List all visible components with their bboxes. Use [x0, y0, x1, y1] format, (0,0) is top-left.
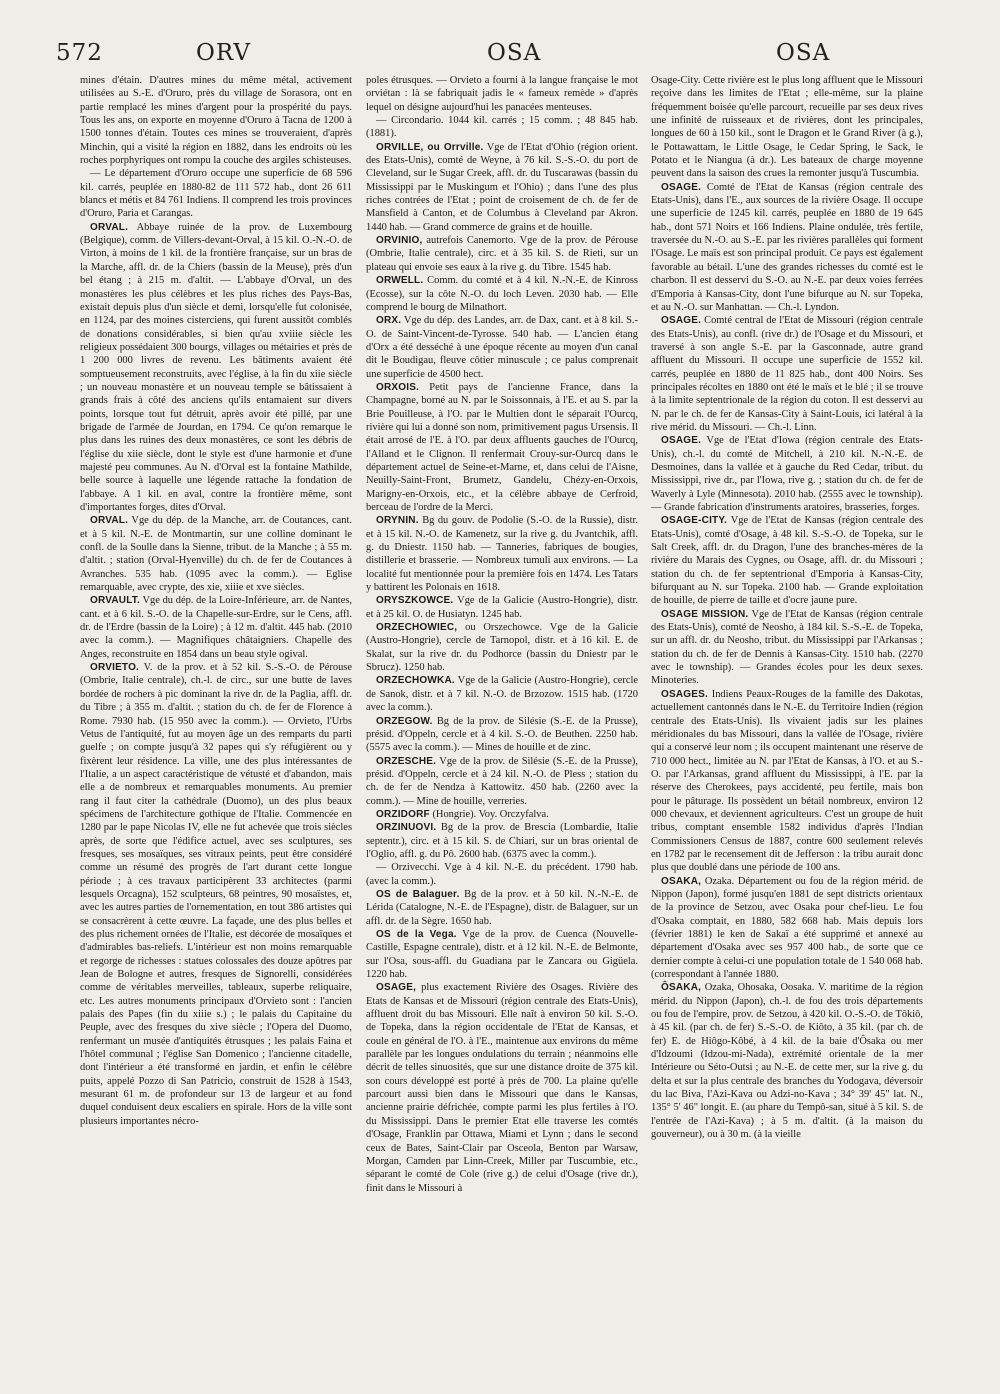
- entry-text: Comm. du comté et à 4 kil. N.-N.-E. de Kinross (Ecosse), sur la côte N.-O. du loch Leven. 2030 hab. — Elle comprend le bourg de Milnathort.: [366, 275, 638, 313]
- entry-text: — Orzivecchi. Vge à 4 kil. N.-E. du précédent. 1790 hab. (avec la comm.).: [366, 862, 638, 887]
- dictionary-entry: [651, 688, 923, 875]
- text-column-3: [651, 74, 923, 1379]
- dictionary-entry: [366, 981, 638, 1195]
- dictionary-entry: [366, 928, 638, 981]
- entry-text: Vge du dép. de la Manche, arr. de Coutances, cant. et à 5 kil. N.-E. de Montmartin, sur une colline dominant le confl. de la Soulle dans la Sienne, tribut. de la Manche ; à 55 m. d'altit. ; station (Orval-Hyenville) du ch. de fer de Coutances à Avranches. 535 hab. (1095 avec la comm.). — Eglise remarquable, avec crypte, des xie, xiiie et xve siècles.: [80, 515, 352, 594]
- entry-headword: OSAGE.: [661, 435, 702, 447]
- dictionary-entry: [366, 74, 638, 114]
- entry-headword: ORXOIS.: [376, 381, 420, 393]
- dictionary-entry: [651, 314, 923, 434]
- dictionary-entry: [366, 234, 638, 274]
- entry-headword: OSAGE.: [661, 315, 702, 327]
- entry-text: Vge de l'Etat d'Ohio (région orient. des Etats-Unis), comté de Weyne, à 76 kil. S.-S.-O. du port de Cleveland, sur le Sugar Creek, affl. dr. du Tuscarawas (bassin du Mississippi par le Muskingum et l'Ohio) ; dans l'une des plus riches contrées de l'Etat ; point de croisement de ch. de fer de Mansfield à Canton, et de Columbus à Cleveland par Akron. 1440 hab. — Grand commerce de grains et de houille.: [366, 141, 638, 233]
- dictionary-entry: [80, 514, 352, 594]
- dictionary-entry: [366, 114, 638, 141]
- entry-text: Abbaye ruinée de la prov. de Luxembourg (Belgique), comm. de Villers-devant-Orval, à 15 kil. O.-N.-O. de Virton, à moins de 1 kil. de la frontière française, sur un bras de la Marche, affl. dr. de la Chiers (bassin de la Meuse), près d'un bel étang ; à 215 m. d'altit. — L'abbaye d'Orval, un des monastères les plus célèbres et les plus riches des Pays-Bas, existait depuis plus d'un siècle et demi, lorsqu'elle fut colonisée, en 1124, par des moines cisterciens, qui furent aussitôt comblés de donations considérables, si bien qu'au xviiie siècle les religieux possédaient 300 bourgs, villages ou métairies et près de 1 200 000 livres de revenu. Les bâtiments avaient été somptueusement reconstruits, avec l'église, à la fin du xiie siècle ; un nouveau monastère et un nouveau temple se bâtissaient à grands frais à côté des anciens qu'ils entamaient sur divers points, lorsque tout fut détruit, après avoir été pillé, par une brigade de l'armée de Jourdan, en 1794. Ce qu'on remarque le plus dans les ruines des deux monastères, ce sont les débris de l'église du xiie siècle, dont le style est d'une harmonie et d'une majesté peu communes. Au N. d'Orval est la fontaine Mathilde, belle source à laquelle une légende rattache la fondation de l'abbaye. A 1 kil. en aval, contre la frontière même, sont d'importantes forges, dites d'Orval.: [80, 221, 352, 513]
- dictionary-entry: [366, 594, 638, 621]
- entry-text: Vge du dép. des Landes, arr. de Dax, cant. et à 8 kil. S.-O. de Saint-Vincent-de-Tyrosse. 540 hab. — L'ancien étang d'Orx a été desséché à une époque récente au moyen d'un canal dit le Boudigau, fleuve côtier minuscule ; ce palus comprenait une superficie de 4500 hect.: [366, 315, 638, 380]
- entry-headword: ORVAL.: [90, 221, 129, 233]
- dictionary-entry: [651, 74, 923, 181]
- entry-text: poles étrusques. — Orvieto a fourni à la langue française le mot orviétan : là se fabriquait jadis le « fameux remède » d'après lequel on désigne aujourd'hui les panacées menteuses.: [366, 75, 638, 113]
- entry-text: Vge du dép. de la Loire-Inférieure, arr. de Nantes, cant. et à 6 kil. S.-O. de la Chapelle-sur-Erdre, sur le Cens, affl. dr. de l'Erdre (bassin de la Loire) ; à 12 m. d'altit. 445 hab. (2010 avec la comm.). — Magnifiques châtaigniers. Chapelle des Anges, reconstruite en 1854 dans un beau style ogival.: [80, 595, 352, 660]
- entry-text: plus exactement Rivière des Osages. Rivière des Etats de Kansas et de Missouri (région centrale des Etats-Unis), affluent droit du bas Missouri. Elle naît à environ 50 kil. S.-O. de Topeka, dans la région occidentale de l'Etat de Kansas, et coule en général de l'O. à l'E., maintenue aux environs du même parallèle par les longues ondulations du terrain ; néanmoins elle décrit de telles sinuosités, que sur une distance droite de 375 kil. son cours développé est porté à près de 700. La plaine qu'elle parcourt aussi bien dans le Missouri que dans le Kansas, ancienne prairie défrichée, compte parmi les plus fertiles à l'O. du Mississippi. Dans le premier Etat elle traverse les comtés d'Osage, Franklin par Ottawa, Miami et Lynn ; dans le second ceux de Bates, Saint-Clair par Osceola, Benton par Warsaw, Morgan, Camden par Linn-Creek, Miller par Tuscumbie, etc., séparant le comté de Cole (rive g.) de celui d'Osage (rive dr.), finit dans le Missouri à: [366, 982, 638, 1194]
- entry-text: autrefois Canemorto. Vge de la prov. de Pérouse (Ombrie, Italie centrale), circ. et à 35 kil. S. de Rieti, sur un plateau qui envoie ses eaux à la rive g. du Tibre. 1545 hab.: [366, 235, 638, 273]
- entry-text: Comté de l'Etat de Kansas (région centrale des Etats-Unis), dans l'E., aux sources de la rivière Osage. Il occupe une superficie de 1245 kil. carrés, peuplée en 1880 de 19 645 hab., dont 571 Noirs et 166 Indiens. Plaine ondulée, très fertile, traversée du N.-O. au S.-E. par les rivières parallèles qui forment l'Osage. Le maïs est son principal produit. Ce pays est également favorable au bétail. L'une des grandes richesses du comté est le charbon. Il est desservi du S.-O. au N.-E. par deux voies ferrées d'Emporia à Kansas-City, dont l'une bifurque au N. sur Topeka, et au N.-O. sur Manhattan. — Ch.-l. Lyndon.: [651, 181, 923, 313]
- entry-headword: OSAGES.: [661, 688, 708, 700]
- dictionary-entry: [366, 888, 638, 928]
- entry-text: Vge de la prov. de Silésie (S.-E. de la Prusse), présid. d'Oppeln, cercle et à 24 kil. N.-O. de Pless ; station du ch. de fer de Nendza à Kattowitz. 450 hab. (2260 avec la comm.). — Mine de houille, verreries.: [366, 755, 638, 807]
- entry-headword: ORZIDORF: [376, 808, 430, 820]
- entry-text: — Le département d'Oruro occupe une superficie de 68 596 kil. carrés, peuplée en 1880-82 de 111 572 hab., dont 26 611 blancs et métis et 84 761 Indiens. Il comprend les trois provinces d'Oruro, Paria et Carangas.: [80, 168, 352, 220]
- dictionary-entry: [366, 861, 638, 888]
- dictionary-entry: [366, 821, 638, 861]
- dictionary-entry: [651, 981, 923, 1141]
- entry-text: Indiens Peaux-Rouges de la famille des Dakotas, actuellement cantonnés dans le N.-E. du Territoire Indien (région centrale des Etats-Unis). Ils vivaient jadis sur les plaines méridionales du bas Missouri, dans la vallée de l'Osage, rivière qui a conservé leur nom ; ils occupent maintenant une réserve de 710 000 hect., limitée au N. par l'Etat de Kansas, à l'O. et au S.-O. par l'Arkansas, grand affluent du Mississippi, à l'E. par la réserve des Cherokees, pays accidenté, peu fertile, mais bon pour le pâturage. Ils possèdent un bétail nombreux, environ 12 000 chevaux, et deviennent agriculteurs. C'est un groupe de huit tribus, comptant ensemble 1582 individus d'après l'Indian Commissioners Census de 1887, contre 600 seulement relevés en 1782 par le recensement dit de Jefferson : la tribu aurait donc plus que doublé dans une période de 100 ans.: [651, 688, 923, 874]
- entry-headword: OSAGE.: [661, 181, 702, 193]
- entry-text: (Hongrie). Voy. Orczyfalva.: [432, 808, 549, 820]
- dictionary-entry: [366, 808, 638, 821]
- column-1-running-head: ORV: [196, 40, 251, 66]
- entry-headword: ORZECHOWKA.: [376, 675, 455, 687]
- dictionary-entry: [651, 608, 923, 688]
- entry-text: Vge de la Galicie (Austro-Hongrie), cercle de Sanok, distr. et à 7 kil. N.-O. de Brzozow. 1515 hab. (1720 avec la comm.).: [366, 675, 638, 714]
- entry-text: ou Orszechowce. Vge de la Galicie (Austro-Hongrie), cercle de Tarnopol, distr. et à 16 kil. E. de Skalat, sur la rive dr. du Podhorce (bassin du Dniestr par le Sbrucz). 1250 hab.: [366, 622, 638, 674]
- entry-text: Bg du gouv. de Podolie (S.-O. de la Russie), distr. et à 15 kil. N.-O. de Kamenetz, sur la rive g. du Jvantchik, affl. g. du Dniestr. 1150 hab. — Tanneries, fabriques de bougies, distillerie et brasserie. — Nombreux tumuli aux environs. — La localité fut mentionnée pour la première fois en 1474. Les Tatars y battirent les Polonais en 1618.: [366, 515, 638, 594]
- entry-headword: ORZECHOWIEC,: [376, 622, 458, 634]
- dictionary-entry: [366, 715, 638, 755]
- column-2-running-head: OSA: [487, 40, 542, 66]
- entry-headword: ORVINIO,: [376, 235, 423, 247]
- entry-text: Bg de la prov. de Brescia (Lombardie, Italie septentr.), circ. et à 15 kil. S. de Chiari, sur un bras oriental de l'Oglio, affl. g. du Pô. 2600 hab. (6375 avec la comm.).: [366, 822, 638, 860]
- entry-headword: ORZINUOVI.: [376, 822, 437, 834]
- dictionary-entry: [651, 434, 923, 514]
- entry-headword: ORYSZKOWCE.: [376, 595, 454, 607]
- text-column-1: [80, 74, 352, 1379]
- entry-headword: ORZESCHE.: [376, 755, 437, 767]
- dictionary-entry: [80, 661, 352, 1128]
- dictionary-entry: [366, 674, 638, 714]
- entry-headword: ORWELL.: [376, 275, 424, 287]
- dictionary-entry: [366, 621, 638, 674]
- entry-text: V. de la prov. et à 52 kil. S.-S.-O. de Pérouse (Ombrie, Italie centrale), ch.-l. de circ., sur une butte de laves bordée de rochers à pic dominant la rive dr. de la Paglia, affl. dr. du Tibre ; à 355 m. d'altit. ; station du ch. de fer de Florence à Rome. 7930 hab. (15 950 avec la comm.). — Orvieto, l'Urbs Vetus de l'antiquité, fut au moyen âge un des remparts du parti guelfe ; on compte jusqu'à 32 papes qui s'y réfugièrent ou y fixèrent leur résidence. La ville, une des plus intéressantes de l'Italie, a un aspect caractéristique de vétusté et d'abandon, mais elle a de nombreux et remarquables monuments. Au premier rang il faut citer la cathédrale (Duomo), un des plus beaux spécimens de l'architecture gothique de l'Italie. Commencée en 1280 par le pape Nicolas IV, elle ne fut achevée que trois siècles après, de sorte que l'édifice actuel, avec ses sculptures, ses fresques, ses mosaïques, ses vitraux peints, peut être considéré comme un résumé des progrès de l'art durant cette longue période ; à ces travaux participèrent 33 architectes (parmi lesquels Orcagna), 152 sculpteurs, 68 peintres, 90 mosaïstes, et, avec les autres parties de l'ornementation, en tout 386 artistes qui se consacrèrent à cette œuvre. La façade, une des plus belles et des plus richement ornées de l'Italie, est décorée de mosaïques et d'admirables bas-reliefs. L'intérieur est non moins remarquable et regorge de richesses : statues colossales des douze apôtres par Jean de Bologne et autres, fresques de Signorelli, considérées comme de véritables merveilles, tableaux, superbe reliquaire, etc. Les autres monuments principaux d'Orvieto sont : l'ancien palais des Papes (fin du xiiie s.) ; le palais du Capitaine du Peuple, avec des fresques du xive siècle ; l'Opera del Duomo, renfermant un musée d'antiquités étrusques ; les palais Faina et l'hôtel communal ; l'église San Domenico ; l'ancienne citadelle, dont l'intérieur a été transformé en jardin, et enfin le célèbre puits, appelé Pozzo di San Patricio, construit de 1528 à 1543, mesurant 61 m. de profondeur sur 13 de largeur et au fond duquel conduisent deux escaliers en spirale. Hors de la ville sont plusieurs importantes nécro-: [80, 662, 352, 1127]
- entry-headword: ORX.: [376, 315, 402, 327]
- entry-text: Vge de la Galicie (Austro-Hongrie), distr. et à 25 kil. O. de Husiatyn. 1245 hab.: [366, 595, 638, 620]
- entry-text: Bg de la prov. de Silésie (S.-E. de la Prusse), présid. d'Oppeln, cercle et à 4 kil. S.-O. de Beuthen. 2250 hab. (5575 avec la comm.). — Mines de houille et de zinc.: [366, 715, 638, 754]
- dictionary-entry: [366, 381, 638, 514]
- entry-text: Osage-City. Cette rivière est le plus long affluent que le Missouri reçoive dans les limites de l'Etat ; elle-même, sur la plaine fréquemment boisée qu'elle parcourt, recueille par ses deux rives une infinité de ruisseaux et de rivières, dont les principales, longues de 60 à 150 kil., sont le Dragon et le Grand River (à g.), le Pottawattam, le Little Osage, le Cedar Spring, le Sack, le Potato et le Niangua (à dr.). Les bateaux de charge moyenne peuvent dans la saison des crues la remonter jusqu'à Tuscumbia.: [651, 75, 923, 180]
- entry-headword: OSAKA,: [661, 875, 702, 887]
- entry-headword: OS de la Vega.: [376, 929, 457, 940]
- dictionary-entry: [80, 167, 352, 220]
- entry-headword: ORVAULT.: [90, 595, 140, 607]
- entry-headword: ORZEGOW.: [376, 715, 433, 727]
- entry-headword: ORVIETO.: [90, 662, 140, 674]
- entry-headword: OSAGE MISSION.: [661, 608, 749, 620]
- dictionary-entry: [366, 755, 638, 808]
- entry-text: Bg de la prov. et à 50 kil. N.-N.-E. de Lérida (Catalogne, N.-E. de l'Espagne), distr. de Balaguer, sur un affl. dr. de la Sègre. 1650 hab.: [366, 888, 638, 927]
- dictionary-entry: [80, 221, 352, 515]
- entry-headword: ORYNIN.: [376, 515, 419, 527]
- entry-text: Comté central de l'Etat de Missouri (région centrale des Etats-Unis), au confl. (rive dr.) de l'Osage et du Missouri, et traversé à son angle S.-E. par la Gasconnade, autre grand affluent du Missouri. Il occupe une superficie de 1552 kil. carrés, peuplée en 1880 de 11 825 hab., dont 400 Noirs. Ses principales récoltes en 1880 ont été le maïs et le blé ; il se trouve à la limite septentrionale de la région du coton. Il est desservi au N. par le ch. de fer de Kansas-City à Saint-Louis, ici latéral à la rive mérid. du Missouri. — Ch.-l. Linn.: [651, 315, 923, 433]
- dictionary-entry: [366, 141, 638, 234]
- dictionary-entry: [651, 181, 923, 314]
- dictionary-entry: [366, 274, 638, 314]
- text-column-2: [366, 74, 638, 1379]
- entry-headword: OSAGE,: [376, 982, 417, 994]
- dictionary-entry: [366, 514, 638, 594]
- entry-text: Petit pays de l'ancienne France, dans la Champagne, borné au N. par le Soissonnais, à l'E. et au S. par la Brie Pouilleuse, à l'O. par le Multien dont le séparait l'Ourcq, rivière qui lui a donné son nom, primitivement pagus Ursensis. Il était arrosé de l'E. à l'O. par deux affluents gauches de l'Ourcq, l'Alland et le Clignon. Il renfermait Crouy-sur-Ourcq dans le département actuel de Seine-et-Marne, et, dans celui de l'Aisne, Neuilly-Saint-Front, Brumetz, Gandelu, Chézy-en-Orxois, Marigny-en-Orxois, etc., et la célèbre abbaye de Cerfroid, berceau de l'ordre de la Merci.: [366, 381, 638, 513]
- entry-headword: OS de Balaguer.: [376, 888, 460, 900]
- entry-text: Vge de l'Etat d'Iowa (région centrale des Etats-Unis), ch.-l. du comté de Mitchell, à 210 kil. N.-N.-E. de Desmoines, dans la vallée et à gauche du Red Cedar, tribut. du Mississippi, rive dr., par l'Iowa, rive g. ; station du ch. de fer de Waverly à Lyle (Minnesota). 2010 hab. (2555 avec le township). — Grande fabrication d'instruments aratoires, brasseries, forges.: [651, 435, 923, 513]
- dictionary-entry: [80, 594, 352, 661]
- dictionary-entry: [80, 74, 352, 167]
- entry-text: Ozaka, Ohosaka, Oosaka. V. maritime de la région mérid. du Nippon (Japon), ch.-l. de fou des trois départements ou fou de l'empire, prov. de Setzou, à 420 kil. O.-S.-O. de Tôkiô, à 45 kil. (par ch. de fer) S.-S.-O. de Kiôto, à 35 kil. (par ch. de fer) E. de Hiôgo-Kôbé, à 4 kil. de la baie d'Ôsaka ou mer d'Idzoumi (Idzou-mi-Nada), extrémité orientale de la mer Intérieure ou Séto-Outsi ; au N.-E. de cette mer, sur la rive g. du delta et sur la plus centrale des branches du Yodogava, déversoir du lac Biva, l'Azi-Kava ou Adzi-no-Kava ; 34° 39' 45" lat. N., 135° 5' 46" longit. E. (au phare du Tempô-san, situé à 5 kil. S. de l'entrée de l'Azi-Kava) ; à 5 m. d'altit. (à la maison du gouverneur), ou à 30 m. (à la vieille: [651, 982, 923, 1141]
- entry-headword: ÔSAKA,: [661, 982, 702, 994]
- entry-headword: OSAGE-CITY.: [661, 515, 728, 527]
- entry-headword: ORVAL.: [90, 515, 129, 527]
- column-3-running-head: OSA: [776, 40, 831, 66]
- entry-text: mines d'étain. D'autres mines du même métal, activement utilisées au S.-E. d'Oruro, près du village de Sorasora, ont en partie remplacé les mines d'argent pour la prospérité du pays. Tous les ans, on exporte en moyenne d'Oruro à Tacna de 1200 à 1500 tonnes d'étain. Toutes ces mines se trouveraient, d'après Minchin, qui a visité la région en 1882, dans les endroits où les roches porphyriques ont rompu la couche des argiles schisteuses.: [80, 75, 352, 167]
- entry-text: Vge de l'Etat de Kansas (région centrale des Etats-Unis), comté d'Osage, à 48 kil. S.-S.-O. de Topeka, sur le Salt Creek, affl. dr. du Dragon, l'une des branches-mères de la rivière du Marais des Cygnes, ou Osage, affl. dr. du Missouri ; station du ch. de fer septentrional d'Emporia à Kansas-City, bifurquant au N. sur Topeka. 2100 hab. — Grande exploitation de houille, de pierre de taille et d'ocre jaune pure.: [651, 515, 923, 607]
- dictionary-entry: [651, 514, 923, 607]
- page-number: 572: [56, 40, 103, 66]
- entry-text: Vge de la prov. de Cuenca (Nouvelle-Castille, Espagne centrale), distr. et à 12 kil. N.-E. de Belmonte, sur l'Osa, sous-affl. du Guadiana par le Zancara ou Gigüela. 1220 hab.: [366, 929, 638, 981]
- entry-text: — Circondario. 1044 kil. carrés ; 15 comm. ; 48 845 hab. (1881).: [366, 115, 638, 140]
- entry-text: Vge de l'Etat de Kansas (région centrale des Etats-Unis), comté de Neosho, à 184 kil. S.-S.-E. de Topeka, sur un affl. dr. du Neosho, tribut. du Mississippi par l'Arkansas ; station du ch. de fer de Dennis à Kansas-City. 1510 hab. (2270 avec le township). — Grandes écoles pour les deux sexes. Minoteries.: [651, 608, 923, 687]
- dictionary-entry: [651, 875, 923, 982]
- entry-text: Ozaka. Département ou fou de la région mérid. de Nippon (Japon), formé jusqu'en 1881 de sept districts orientaux de la province de Setzou, avec Osaka pour chef-lieu. Le fou d'Osaka comptait, en 1880, 582 668 hab. Mais depuis lors (février 1881) le ken de Sakaï a été supprimé et annexé au département d'Osaka avec ses 957 400 hab., de sorte que ce dernier compte à celui-ci une population totale de 1 540 068 hab. (correspondant à l'année 1880.: [651, 875, 923, 981]
- dictionary-entry: [366, 314, 638, 381]
- entry-headword: ORVILLE, ou Orrville.: [376, 141, 484, 153]
